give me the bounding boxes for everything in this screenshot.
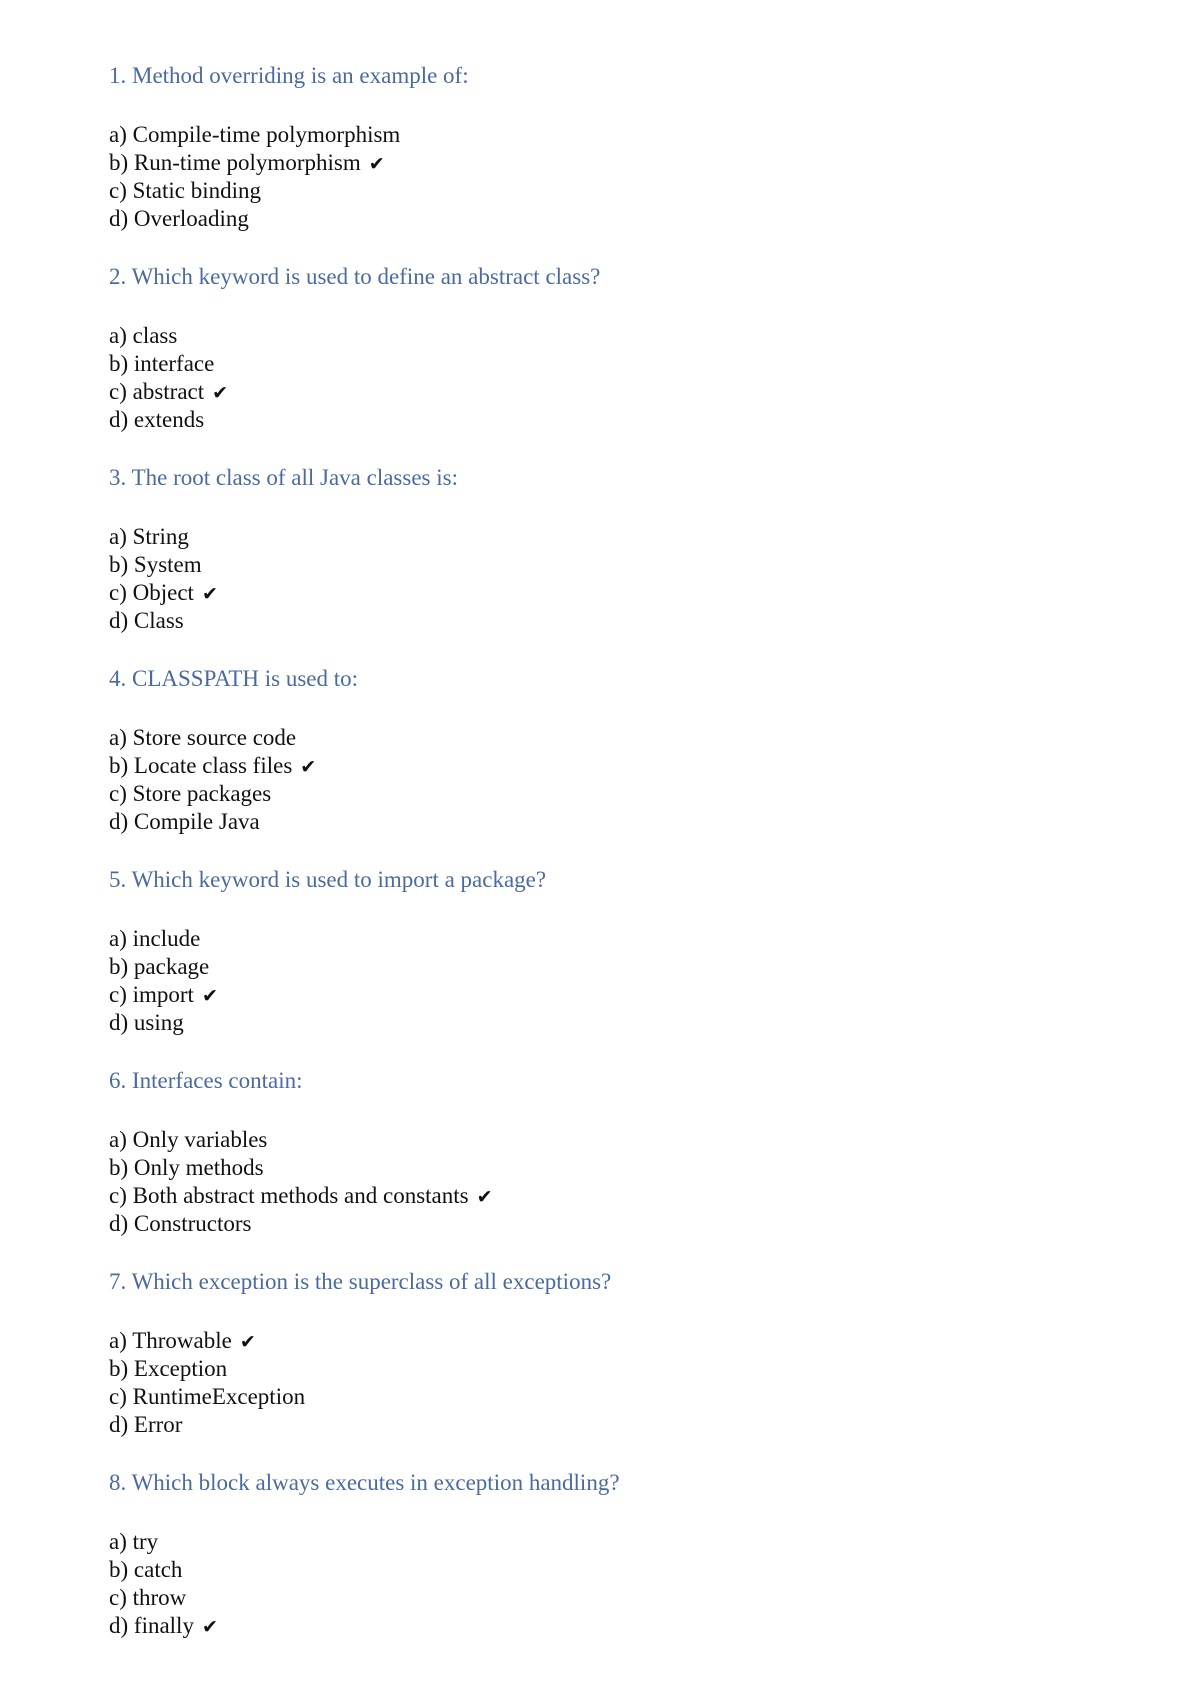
question-block: [109, 464, 1109, 665]
answer-option-label: d) Compile Java: [109, 809, 260, 834]
answer-option-label: b) Only methods: [109, 1155, 264, 1180]
check-mark-icon: ✔: [212, 382, 229, 404]
answer-option: [109, 981, 1109, 1009]
question-text: 4. CLASSPATH is used to:: [109, 666, 359, 691]
answer-option: [109, 1584, 1109, 1612]
answer-option: [109, 523, 1109, 551]
answer-option-label: d) Constructors: [109, 1211, 252, 1236]
question-block: [109, 263, 1109, 464]
answer-option: [109, 752, 1109, 780]
answer-option-label: b) interface: [109, 351, 215, 376]
question-text: 5. Which keyword is used to import a package?: [109, 867, 547, 892]
answer-option: [109, 724, 1109, 752]
answer-option-label: a) Only variables: [109, 1127, 268, 1152]
answer-option-label: b) System: [109, 552, 202, 577]
question-text: 6. Interfaces contain:: [109, 1068, 303, 1093]
answer-option-label: a) String: [109, 524, 189, 549]
answer-option: [109, 205, 1109, 233]
question-block: [109, 866, 1109, 1067]
answer-option: [109, 780, 1109, 808]
answer-option: [109, 579, 1109, 607]
answer-option-label: a) try: [109, 1529, 159, 1554]
answer-option-label: b) Exception: [109, 1356, 228, 1381]
question-text: 3. The root class of all Java classes is:: [109, 465, 458, 490]
answer-option: [109, 607, 1109, 635]
answer-option: [109, 551, 1109, 579]
answer-option-label: c) abstract: [109, 379, 205, 404]
question-text: 7. Which exception is the superclass of all exceptions?: [109, 1269, 612, 1294]
check-mark-icon: ✔: [239, 1331, 256, 1353]
answer-option-label: c) Object: [109, 580, 194, 605]
answer-option-label: a) Throwable: [109, 1328, 232, 1353]
answer-option-label: b) Run-time polymorphism: [109, 150, 361, 175]
question-block: [109, 1268, 1109, 1469]
answer-option-label: d) finally: [109, 1613, 194, 1638]
answer-option-label: b) catch: [109, 1557, 183, 1582]
answer-option-label: d) extends: [109, 407, 205, 432]
answer-option: [109, 350, 1109, 378]
answer-option: [109, 1154, 1109, 1182]
answer-option: [109, 1327, 1109, 1355]
check-mark-icon: ✔: [476, 1186, 493, 1208]
check-mark-icon: ✔: [368, 153, 385, 175]
question-text: 1. Method overriding is an example of:: [109, 63, 469, 88]
answer-option-label: c) throw: [109, 1585, 187, 1610]
answer-option-label: a) Store source code: [109, 725, 297, 750]
answer-option: [109, 1126, 1109, 1154]
answer-option: [109, 1411, 1109, 1439]
answer-option-label: c) Store packages: [109, 781, 272, 806]
answer-option: [109, 808, 1109, 836]
question-list: [109, 62, 1109, 1670]
answer-option-label: c) Both abstract methods and constants: [109, 1183, 469, 1208]
check-mark-icon: ✔: [201, 1616, 218, 1638]
question-block: [109, 665, 1109, 866]
answer-option: [109, 1528, 1109, 1556]
answer-option-label: d) Class: [109, 608, 184, 633]
answer-option: [109, 953, 1109, 981]
check-mark-icon: ✔: [201, 985, 218, 1007]
answer-option-label: d) Error: [109, 1412, 183, 1437]
check-mark-icon: ✔: [201, 583, 218, 605]
answer-option: [109, 121, 1109, 149]
answer-option-label: c) Static binding: [109, 178, 262, 203]
answer-option: [109, 1182, 1109, 1210]
answer-option-label: d) Overloading: [109, 206, 249, 231]
answer-option: [109, 1210, 1109, 1238]
answer-option-label: c) RuntimeException: [109, 1384, 306, 1409]
answer-option-label: d) using: [109, 1010, 184, 1035]
answer-option-label: a) Compile-time polymorphism: [109, 122, 401, 147]
question-text: 2. Which keyword is used to define an abstract class?: [109, 264, 601, 289]
answer-option: [109, 1556, 1109, 1584]
answer-option: [109, 1612, 1109, 1640]
answer-option: [109, 406, 1109, 434]
answer-option: [109, 149, 1109, 177]
answer-option-label: c) import: [109, 982, 194, 1007]
answer-option: [109, 322, 1109, 350]
answer-option-label: b) package: [109, 954, 210, 979]
question-block: [109, 62, 1109, 263]
answer-option: [109, 177, 1109, 205]
answer-option-label: b) Locate class files: [109, 753, 293, 778]
answer-option: [109, 1383, 1109, 1411]
question-text: 8. Which block always executes in exception handling?: [109, 1470, 620, 1495]
check-mark-icon: ✔: [300, 756, 317, 778]
answer-option: [109, 378, 1109, 406]
question-block: [109, 1067, 1109, 1268]
answer-option-label: a) class: [109, 323, 178, 348]
answer-option: [109, 925, 1109, 953]
answer-option: [109, 1355, 1109, 1383]
answer-option: [109, 1009, 1109, 1037]
answer-option-label: a) include: [109, 926, 201, 951]
question-block: [109, 1469, 1109, 1670]
